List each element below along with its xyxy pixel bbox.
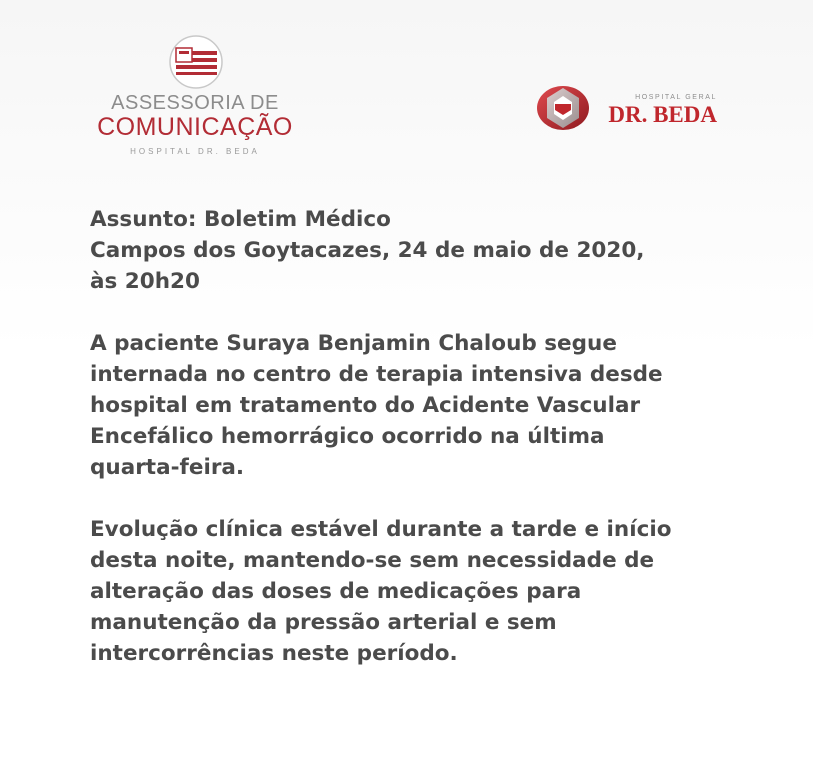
paragraph1-line1: A paciente Suraya Benjamin Chaloub segue bbox=[90, 331, 617, 356]
place-date-line: Campos dos Goytacazes, 24 de maio de 2020, bbox=[90, 238, 645, 263]
paragraph1-line4: Encefálico hemorrágico ocorrido na última bbox=[90, 424, 605, 449]
paragraph2-line1: Evolução clínica estável durante a tarde e início bbox=[90, 517, 672, 542]
flag-emblem-icon bbox=[168, 34, 224, 90]
paragraph2-line4: manutenção da pressão arterial e sem bbox=[90, 610, 557, 635]
assessoria-logo bbox=[90, 34, 300, 164]
paragraph2-line2: desta noite, mantendo-se sem necessidade de bbox=[90, 548, 655, 573]
paragraph-spacer bbox=[90, 297, 790, 328]
paragraph1-line5: quarta-feira. bbox=[90, 455, 245, 480]
paragraph2-line5: intercorrências neste período. bbox=[90, 641, 458, 666]
subject-line: Assunto: Boletim Médico bbox=[90, 207, 391, 232]
hospital-logo bbox=[535, 80, 725, 136]
paragraph2-line3: alteração das doses de medicações para bbox=[90, 579, 582, 604]
logo-hospital-geral: HOSPITAL GERAL bbox=[635, 94, 717, 101]
paragraph1-line2: internada no centro de terapia intensiva desde bbox=[90, 362, 663, 387]
logo-line-assessoria: ASSESSORIA DE bbox=[111, 92, 279, 114]
paragraph-spacer bbox=[90, 483, 790, 514]
hospital-emblem-icon bbox=[535, 80, 591, 136]
time-line: às 20h20 bbox=[90, 269, 200, 294]
medical-bulletin bbox=[90, 204, 790, 669]
logo-dr-beda: DR. BEDA bbox=[608, 102, 717, 127]
paragraph1-line3: hospital em tratamento do Acidente Vascular bbox=[90, 393, 641, 418]
logo-line-hospital: HOSPITAL DR. BEDA bbox=[130, 147, 260, 156]
logo-line-comunicacao: COMUNICAÇÃO bbox=[97, 113, 293, 141]
